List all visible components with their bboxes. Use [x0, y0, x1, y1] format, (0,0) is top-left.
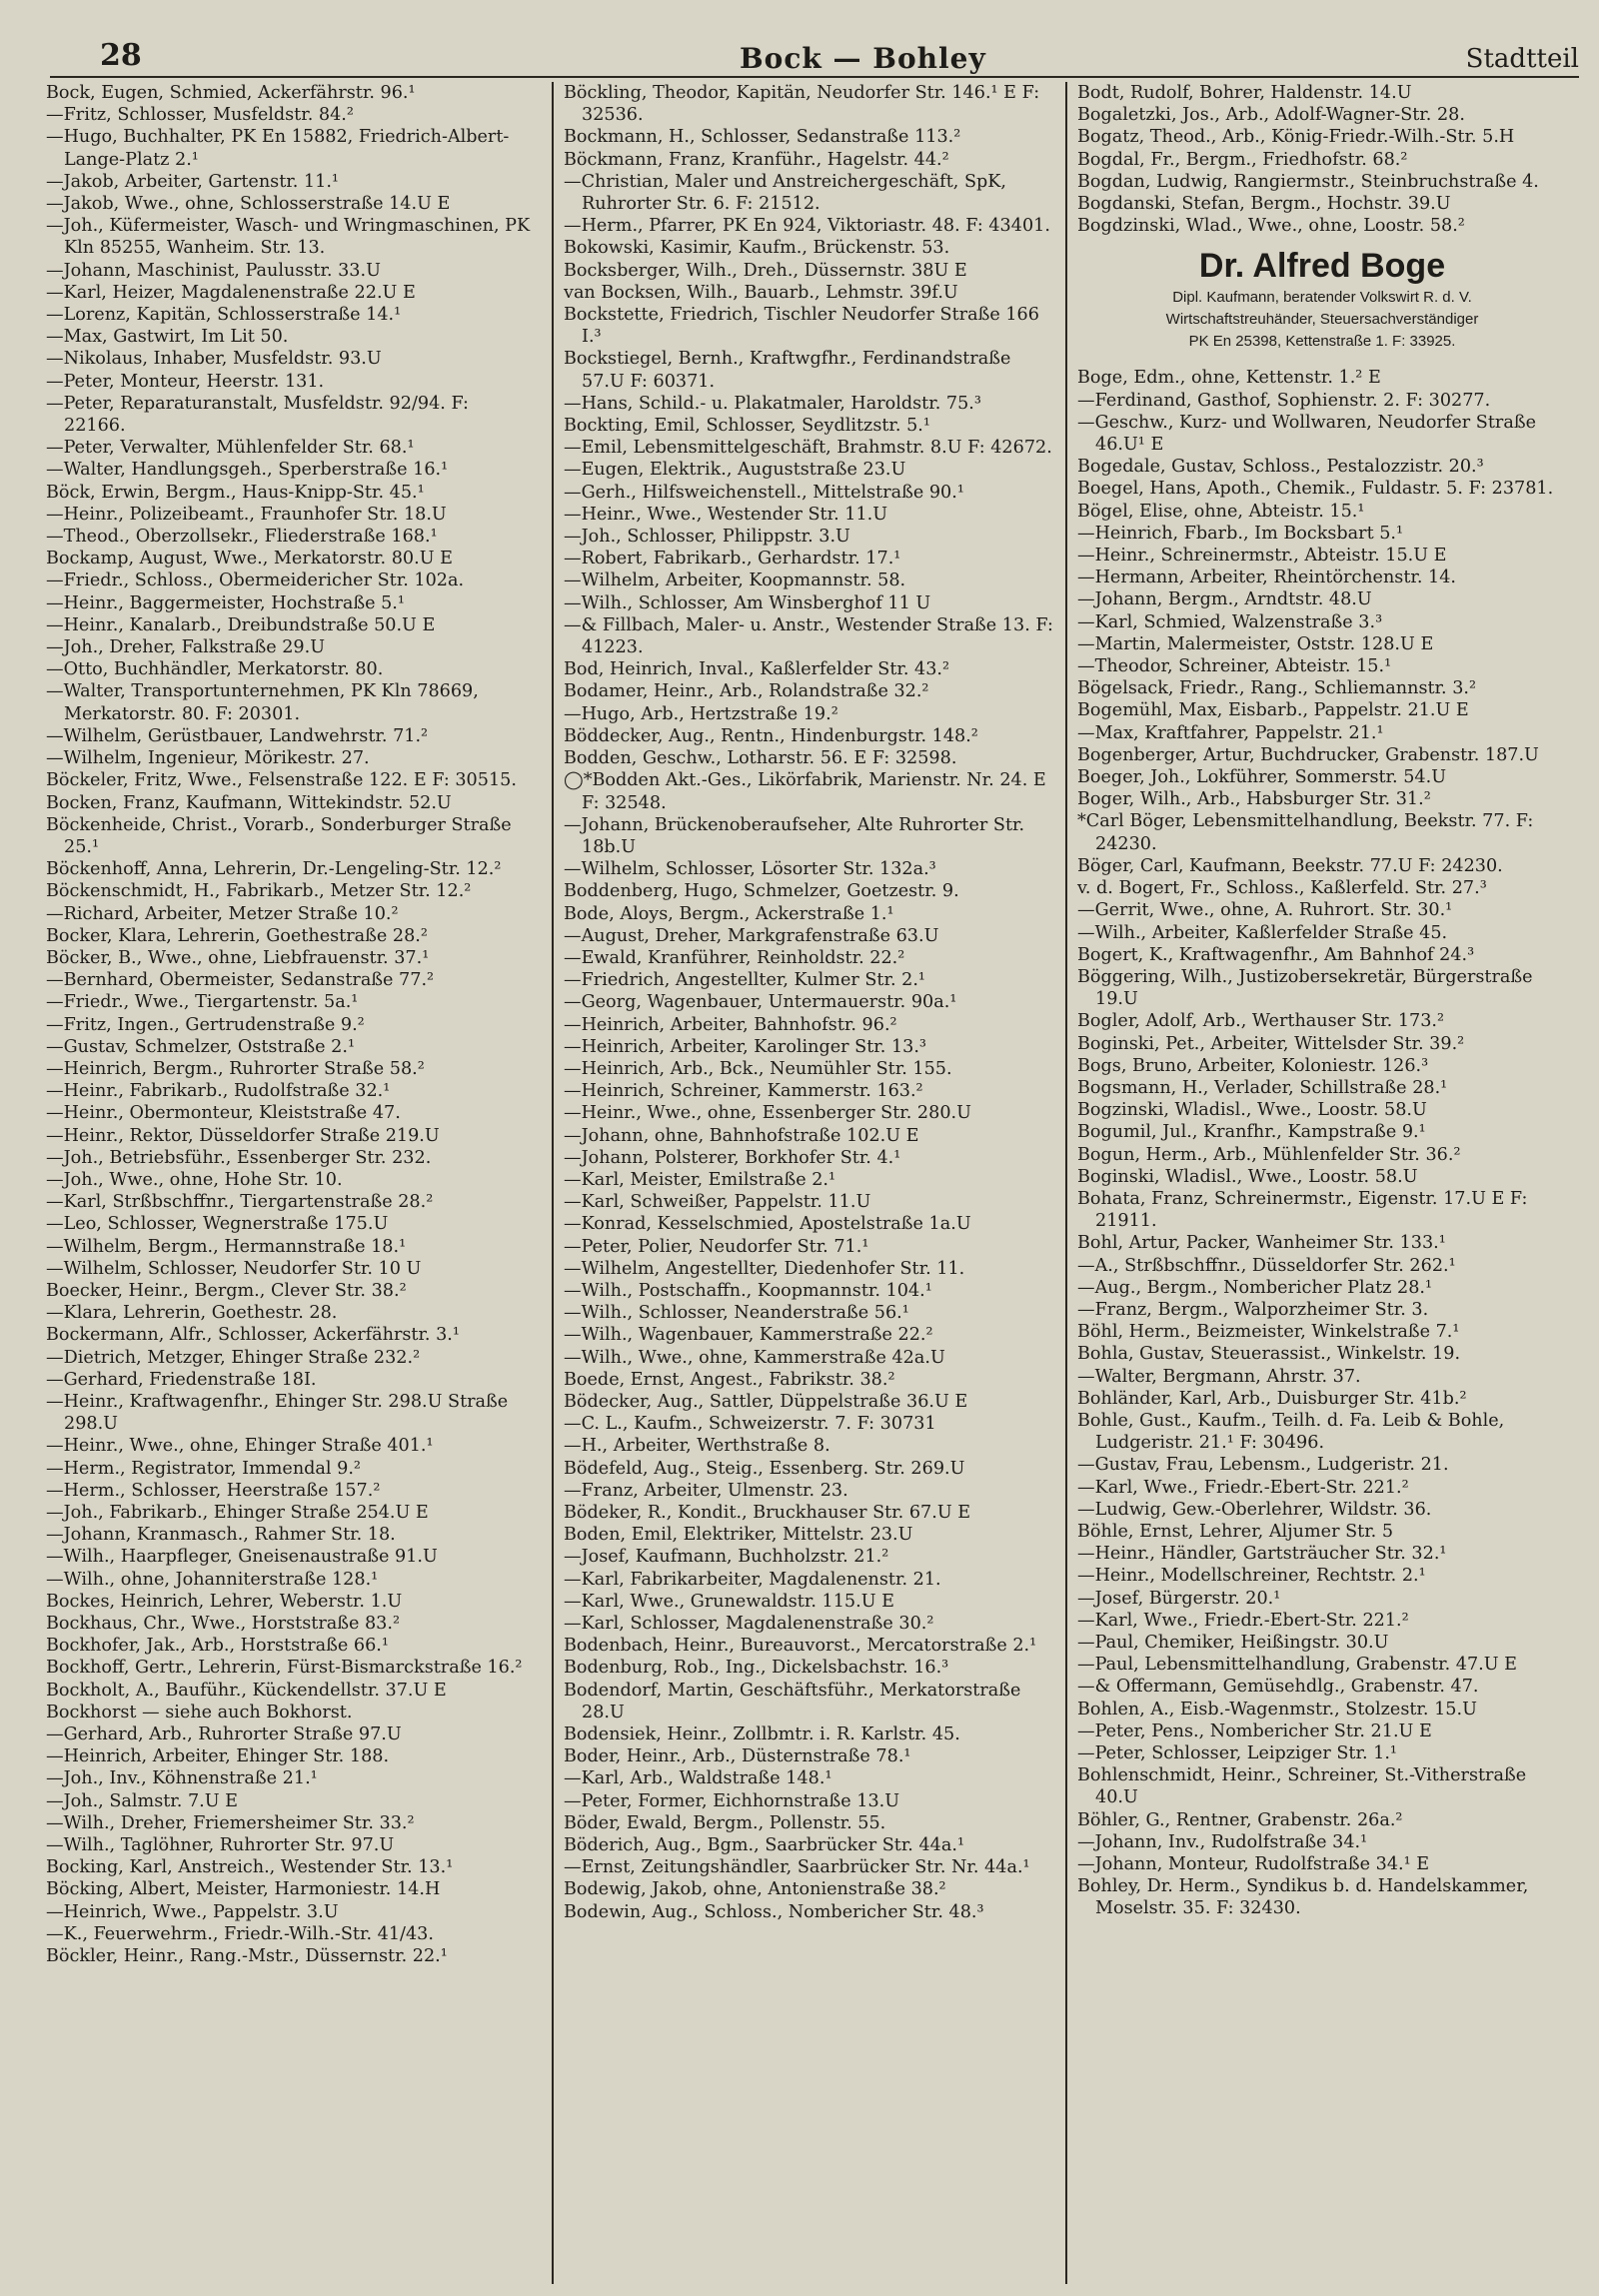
directory-entry: —Theod., Oberzollsekr., Fliederstraße 168.¹	[46, 527, 438, 548]
directory-entry: Boginski, Wladisl., Wwe., Loostr. 58.U	[1077, 1166, 1418, 1187]
directory-entry: Bodenburg, Rob., Ing., Dickelsbachstr. 16.³	[564, 1658, 949, 1679]
directory-entry: Bohla, Gustav, Steuerassist., Winkelstr. 19.	[1077, 1344, 1461, 1365]
directory-entry: Bocken, Franz, Kaufmann, Wittekindstr. 52.U	[46, 792, 452, 813]
directory-entry: —Heinr., Händler, Gartsträucher Str. 32.¹	[1077, 1544, 1447, 1565]
directory-entry: —K., Feuerwehrm., Friedr.-Wilh.-Str. 41/43.	[46, 1923, 434, 1944]
directory-entry: Boder, Heinr., Arb., Düsternstraße 78.¹	[564, 1746, 911, 1767]
directory-entry: *Carl Böger, Lebensmittelhandlung, Beekstr. 77. F: 24230.	[1077, 811, 1539, 854]
directory-entry: Bocker, Klara, Lehrerin, Goethestraße 28.²	[46, 925, 428, 946]
directory-entry: —Johann, Bergm., Arndtstr. 48.U	[1077, 589, 1372, 610]
directory-entry: Boddenberg, Hugo, Schmelzer, Goetzestr. 9.	[564, 881, 959, 902]
directory-entry: —Eugen, Elektrik., Auguststraße 23.U	[564, 460, 906, 481]
directory-entry: —Walter, Transportunternehmen, PK Kln 78669, Merkatorstr. 80. F: 20301.	[46, 681, 485, 724]
directory-entry: —Wilhelm, Schlosser, Neudorfer Str. 10 U	[46, 1258, 422, 1279]
directory-entry: —Herm., Pfarrer, PK En 924, Viktoriastr. 48. F: 43401.	[564, 216, 1050, 237]
directory-entry: —Johann, Monteur, Rudolfstraße 34.¹ E	[1077, 1854, 1430, 1875]
directory-entry: Böddecker, Aug., Rentn., Hindenburgstr. 148.²	[564, 725, 978, 746]
directory-entry: Böcker, B., Wwe., ohne, Liebfrauenstr. 37.¹	[46, 947, 430, 968]
directory-entry: —Gerrit, Wwe., ohne, A. Ruhrort. Str. 30.¹	[1077, 900, 1453, 921]
directory-entry: —Jakob, Wwe., ohne, Schlosserstraße 14.U E	[46, 194, 451, 215]
directory-entry: —Heinr., Baggermeister, Hochstraße 5.¹	[46, 592, 405, 613]
directory-entry: —Josef, Bürgerstr. 20.¹	[1077, 1588, 1281, 1609]
directory-entry: —Martin, Malermeister, Oststr. 128.U E	[1077, 633, 1434, 654]
directory-entry: —Wilh., Arbeiter, Kaßlerfelder Straße 45.	[1077, 922, 1448, 943]
directory-entry: —Wilh., Postschaffn., Koopmannstr. 104.¹	[564, 1280, 932, 1301]
directory-entry: Bockstiegel, Bernh., Kraftwgfhr., Ferdinandstraße 57.U F: 60371.	[564, 349, 1017, 392]
directory-entry: —Heinrich, Fbarb., Im Bocksbart 5.¹	[1077, 523, 1404, 544]
directory-entry: Bockstette, Friedrich, Tischler Neudorfer Straße 166 I.³	[564, 305, 1045, 348]
directory-entry: —Jakob, Arbeiter, Gartenstr. 11.¹	[46, 171, 339, 192]
directory-entry: —Leo, Schlosser, Wegnerstraße 175.U	[46, 1214, 389, 1235]
ad-name: Dr. Alfred Boge	[1198, 247, 1446, 286]
directory-entry: —Walter, Handlungsgeh., Sperberstraße 16.¹	[46, 460, 449, 481]
directory-entry: —Wilhelm, Ingenieur, Mörikestr. 27.	[46, 748, 370, 769]
directory-entry: —Richard, Arbeiter, Metzer Straße 10.²	[46, 903, 399, 924]
directory-entry: —Wilh., Wwe., ohne, Kammerstraße 42a.U	[564, 1347, 945, 1368]
directory-entry: Böckenhoff, Anna, Lehrerin, Dr.-Lengeling-Str. 12.²	[46, 859, 502, 880]
directory-entry: —Heinr., Rektor, Düsseldorfer Straße 219.U	[46, 1125, 440, 1146]
directory-entry: —Heinr., Schreinermstr., Abteistr. 15.U E	[1077, 546, 1447, 567]
directory-entry: Boge, Edm., ohne, Kettenstr. 1.² E	[1077, 368, 1381, 389]
directory-entry: —Wilh., Taglöhner, Ruhrorter Str. 97.U	[46, 1835, 395, 1856]
directory-entry: Bödefeld, Aug., Steig., Essenberg. Str. 269.U	[564, 1458, 965, 1479]
directory-entry: —Joh., Dreher, Falkstraße 29.U	[46, 637, 326, 658]
directory-entry: —Wilh., Wagenbauer, Kammerstraße 22.²	[564, 1325, 933, 1346]
directory-entry: Böhle, Ernst, Lehrer, Aljumer Str. 5	[1077, 1521, 1394, 1542]
directory-entry: —Karl, Schweißer, Pappelstr. 11.U	[564, 1192, 871, 1213]
directory-entry: Bögel, Elise, ohne, Abteistr. 15.¹	[1077, 501, 1365, 522]
directory-entry: Bogs, Bruno, Arbeiter, Koloniestr. 126.³	[1077, 1055, 1429, 1076]
directory-entry: —H., Arbeiter, Werthstraße 8.	[564, 1436, 830, 1457]
directory-entry: Bodendorf, Martin, Geschäftsführ., Merkatorstraße 28.U	[564, 1680, 1027, 1722]
directory-entry: Bodewin, Aug., Schloss., Nombericher Str. 48.³	[564, 1901, 984, 1922]
directory-entry: Bogert, K., Kraftwagenfhr., Am Bahnhof 24.³	[1077, 944, 1475, 965]
directory-entry: —Heinrich, Arbeiter, Karolinger Str. 13.³	[564, 1036, 926, 1057]
directory-entry: —Karl, Meister, Emilstraße 2.¹	[564, 1169, 836, 1190]
ad-line-3: PK En 25398, Kettenstraße 1. F: 33925.	[1188, 333, 1456, 351]
directory-entry: —Heinrich, Arbeiter, Bahnhofstr. 96.²	[564, 1014, 897, 1035]
column-2	[564, 82, 1059, 2286]
header-rule	[50, 76, 1579, 78]
directory-entry: —Karl, Schlosser, Magdalenenstraße 30.²	[564, 1614, 934, 1635]
directory-entry: —Heinr., Kanalarb., Dreibundstraße 50.U E	[46, 614, 436, 635]
directory-entry: Bockhaus, Chr., Wwe., Horststraße 83.²	[46, 1614, 401, 1635]
directory-entry: —Karl, Schmied, Walzenstraße 3.³	[1077, 611, 1383, 632]
directory-entry: —Heinrich, Schreiner, Kammerstr. 163.²	[564, 1081, 923, 1102]
directory-entry: —Theodor, Schreiner, Abteistr. 15.¹	[1077, 656, 1392, 677]
directory-entry: —Joh., Betriebsführ., Essenberger Str. 232.	[46, 1147, 432, 1168]
ad-line-2: Wirtschaftstreuhänder, Steuersachverständiger	[1165, 311, 1479, 329]
directory-entry: —Hans, Schild.- u. Plakatmaler, Haroldstr. 75.³	[564, 393, 981, 414]
directory-entry: —Heinr., Obermonteur, Kleiststraße 47.	[46, 1103, 401, 1124]
directory-entry: —Wilhelm, Arbeiter, Koopmannstr. 58.	[564, 571, 906, 591]
directory-entry: —Gustav, Schmelzer, Oststraße 2.¹	[46, 1036, 356, 1057]
directory-entry: Bohl, Artur, Packer, Wanheimer Str. 133.¹	[1077, 1233, 1446, 1254]
directory-entry: —Wilh., Haarpfleger, Gneisenaustraße 91.U	[46, 1547, 438, 1568]
directory-entry: Bogzinski, Wladisl., Wwe., Loostr. 58.U	[1077, 1100, 1427, 1121]
directory-entry: —Walter, Bergmann, Ahrstr. 37.	[1077, 1366, 1361, 1387]
directory-entry: —Karl, Wwe., Friedr.-Ebert-Str. 221.²	[1077, 1610, 1409, 1631]
directory-entry: —Klara, Lehrerin, Goethestr. 28.	[46, 1303, 338, 1324]
directory-entry: Boger, Wilh., Arb., Habsburger Str. 31.²	[1077, 789, 1431, 810]
directory-entry: Bogun, Herm., Arb., Mühlenfelder Str. 36.²	[1077, 1144, 1461, 1165]
section-label: Stadtteil	[1465, 44, 1579, 74]
directory-entry: Boede, Ernst, Angest., Fabrikstr. 38.²	[564, 1369, 895, 1390]
directory-entry: —Gustav, Frau, Lebensm., Ludgeristr. 21.	[1077, 1455, 1449, 1476]
directory-entry: —Karl, Strßbschffnr., Tiergartenstraße 28.²	[46, 1192, 434, 1213]
directory-entry: Bockholt, A., Bauführ., Kückendellstr. 37.U E	[46, 1680, 447, 1701]
directory-entry: —Franz, Bergm., Walporzheimer Str. 3.	[1077, 1299, 1429, 1320]
directory-entry: Bokowski, Kasimir, Kaufm., Brückenstr. 53.	[564, 238, 950, 259]
directory-entry: Bodenbach, Heinr., Bureauvorst., Mercatorstraße 2.¹	[564, 1636, 1037, 1657]
directory-entry: Böhl, Herm., Beizmeister, Winkelstraße 7.¹	[1077, 1322, 1460, 1343]
directory-entry: —Aug., Bergm., Nombericher Platz 28.¹	[1077, 1277, 1433, 1298]
directory-entry: —Paul, Lebensmittelhandlung, Grabenstr. 47.U E	[1077, 1655, 1518, 1676]
directory-entry: —Ernst, Zeitungshändler, Saarbrücker Str. Nr. 44a.¹	[564, 1857, 1030, 1878]
running-title: Bock — Bohley	[740, 42, 986, 75]
directory-entry: —Konrad, Kesselschmied, Apostelstraße 1a.U	[564, 1214, 971, 1235]
directory-entry: —Wilhelm, Gerüstbauer, Landwehrstr. 71.²	[46, 725, 429, 746]
directory-entry: Bogdanski, Stefan, Bergm., Hochstr. 39.U	[1077, 194, 1451, 215]
directory-entry: —Johann, ohne, Bahnhofstraße 102.U E	[564, 1125, 919, 1146]
directory-entry: —Heinr., Fabrikarb., Rudolfstraße 32.¹	[46, 1081, 391, 1102]
directory-entry: —Max, Gastwirt, Im Lit 50.	[46, 327, 289, 348]
directory-entry: —Gerhard, Friedenstraße 18I.	[46, 1369, 317, 1390]
directory-entry: Bödeker, R., Kondit., Bruckhauser Str. 67.U E	[564, 1503, 971, 1523]
directory-entry: Bohlenschmidt, Heinr., Schreiner, St.-Vitherstraße 40.U	[1077, 1765, 1532, 1808]
directory-entry: —Herm., Schlosser, Heerstraße 157.²	[46, 1480, 381, 1501]
directory-entry: —Peter, Verwalter, Mühlenfelder Str. 68.¹	[46, 438, 415, 459]
directory-entry: —Heinr., Modellschreiner, Rechtstr. 2.¹	[1077, 1566, 1426, 1587]
directory-entry: —Bernhard, Obermeister, Sedanstraße 77.²	[46, 970, 435, 991]
directory-entry: —Josef, Kaufmann, Buchholzstr. 21.²	[564, 1547, 889, 1568]
directory-entry: —Fritz, Ingen., Gertrudenstraße 9.²	[46, 1014, 365, 1035]
directory-entry: Böckeler, Fritz, Wwe., Felsenstraße 122. E F: 30515.	[46, 770, 517, 791]
directory-entry: Bogaletzki, Jos., Arb., Adolf-Wagner-Str. 28.	[1077, 105, 1465, 126]
directory-entry: —Ferdinand, Gasthof, Sophienstr. 2. F: 30277.	[1077, 390, 1491, 411]
directory-entry: —Robert, Fabrikarb., Gerhardstr. 17.¹	[564, 549, 901, 570]
advertisement-box	[1077, 245, 1567, 353]
directory-entry: Boden, Emil, Elektriker, Mittelstr. 23.U	[564, 1525, 913, 1546]
directory-entry: —Heinr., Wwe., ohne, Ehinger Straße 401.¹	[46, 1436, 434, 1457]
directory-entry: Bockermann, Alfr., Schlosser, Ackerfährstr. 3.¹	[46, 1325, 460, 1346]
directory-entry: —Johann, Inv., Rudolfstraße 34.¹	[1077, 1831, 1368, 1852]
directory-entry: —Peter, Polier, Neudorfer Str. 71.¹	[564, 1236, 869, 1257]
directory-entry: —Heinrich, Wwe., Pappelstr. 3.U	[46, 1901, 339, 1922]
directory-entry: —Georg, Wagenbauer, Untermauerstr. 90a.¹	[564, 992, 957, 1013]
directory-entry: —Wilh., Schlosser, Am Winsberghof 11 U	[564, 592, 931, 613]
directory-entry: Bogdan, Ludwig, Rangiermstr., Steinbruchstraße 4.	[1077, 171, 1539, 192]
directory-entry: —Wilhelm, Schlosser, Lösorter Str. 132a.³	[564, 859, 936, 880]
directory-entry: Bogdal, Fr., Bergm., Friedhofstr. 68.²	[1077, 149, 1408, 170]
directory-entry: Bockmann, H., Schlosser, Sedanstraße 113.²	[564, 127, 961, 148]
directory-entry: Bock, Eugen, Schmied, Ackerfährstr. 96.¹	[46, 83, 416, 103]
directory-entry: —Karl, Fabrikarbeiter, Magdalenenstr. 21.	[564, 1569, 941, 1590]
directory-entry: —& Offermann, Gemüsehdlg., Grabenstr. 47.	[1077, 1677, 1479, 1698]
directory-entry: —Wilh., Schlosser, Neanderstraße 56.¹	[564, 1303, 909, 1324]
directory-entry: —Friedr., Schloss., Obermeidericher Str. 102a.	[46, 571, 465, 591]
directory-entry: —Joh., Salmstr. 7.U E	[46, 1790, 239, 1811]
directory-entry: —Nikolaus, Inhaber, Musfeldstr. 93.U	[46, 349, 382, 370]
directory-entry: van Bocksen, Wilh., Bauarb., Lehmstr. 39f.U	[564, 282, 958, 303]
directory-entry: —Geschw., Kurz- und Wollwaren, Neudorfer Straße 46.U¹ E	[1077, 412, 1542, 456]
directory-entry: Böger, Carl, Kaufmann, Beekstr. 77.U F: 24230.	[1077, 855, 1503, 876]
directory-entry: —Fritz, Schlosser, Musfeldstr. 84.²	[46, 105, 354, 126]
directory-entry: Bogler, Adolf, Arb., Werthauser Str. 173.²	[1077, 1011, 1445, 1032]
directory-entry: —Peter, Former, Eichhornstraße 13.U	[564, 1790, 900, 1811]
directory-entry: —Friedrich, Angestellter, Kulmer Str. 2.¹	[564, 970, 925, 991]
directory-entry: —Johann, Kranmasch., Rahmer Str. 18.	[46, 1525, 396, 1546]
directory-entry: —Peter, Monteur, Heerstr. 131.	[46, 371, 325, 392]
directory-entry: Bödecker, Aug., Sattler, Düppelstraße 36.U E	[564, 1391, 968, 1412]
directory-entry: v. d. Bogert, Fr., Schloss., Kaßlerfeld. Str. 27.³	[1077, 878, 1487, 899]
directory-entry: —Heinrich, Arbeiter, Ehinger Str. 188.	[46, 1746, 390, 1767]
directory-entry: —& Fillbach, Maler- u. Anstr., Westender Straße 13. F: 41223.	[564, 614, 1059, 658]
directory-entry: Bod, Heinrich, Inval., Kaßlerfelder Str. 43.²	[564, 659, 950, 680]
directory-entry: —Heinrich, Bergm., Ruhrorter Straße 58.²	[46, 1058, 425, 1079]
directory-entry: —Peter, Reparaturanstalt, Musfeldstr. 92/94. F: 22166.	[46, 393, 475, 437]
directory-entry: Böck, Erwin, Bergm., Haus-Knipp-Str. 45.¹	[46, 482, 425, 503]
directory-entry: Boecker, Heinr., Bergm., Clever Str. 38.²	[46, 1280, 407, 1301]
directory-entry: —Paul, Chemiker, Heißingstr. 30.U	[1077, 1633, 1389, 1653]
directory-entry: —Johann, Maschinist, Paulusstr. 33.U	[46, 260, 381, 281]
directory-entry: Böggering, Wilh., Justizobersekretär, Bürgerstraße 19.U	[1077, 966, 1539, 1010]
directory-entry: Böckenheide, Christ., Vorarb., Sonderburger Straße 25.¹	[46, 814, 518, 857]
directory-entry: Bogsmann, H., Verlader, Schillstraße 28.¹	[1077, 1077, 1448, 1098]
directory-entry: Bogatz, Theod., Arb., König-Friedr.-Wilh.-Str. 5.H	[1077, 127, 1515, 148]
directory-entry: —C. L., Kaufm., Schweizerstr. 7. F: 30731	[564, 1414, 936, 1435]
directory-entry: —Gerhard, Arb., Ruhrorter Straße 97.U	[46, 1724, 402, 1745]
directory-entry: —August, Dreher, Markgrafenstraße 63.U	[564, 925, 939, 946]
directory-entry: —Heinr., Kraftwagenfhr., Ehinger Str. 298.U Straße 298.U	[46, 1391, 514, 1435]
directory-entry: Bockes, Heinrich, Lehrer, Weberstr. 1.U	[46, 1591, 403, 1612]
directory-entry: —Max, Kraftfahrer, Pappelstr. 21.¹	[1077, 722, 1384, 743]
directory-entry: —Heinrich, Arb., Bck., Neumühler Str. 155.	[564, 1058, 952, 1079]
directory-entry: Bockhoff, Gertr., Lehrerin, Fürst-Bismarckstraße 16.²	[46, 1658, 523, 1679]
directory-entry: Böckling, Theodor, Kapitän, Neudorfer Str. 146.¹ E F: 32536.	[564, 83, 1045, 126]
directory-entry: Böder, Ewald, Bergm., Pollenstr. 55.	[564, 1812, 886, 1833]
directory-entry: —Otto, Buchhändler, Merkatorstr. 80.	[46, 659, 384, 680]
directory-entry: —Peter, Pens., Nombericher Str. 21.U E	[1077, 1721, 1432, 1741]
directory-entry: Bodt, Rudolf, Bohrer, Haldenstr. 14.U	[1077, 83, 1412, 103]
directory-entry: Bohländer, Karl, Arb., Duisburger Str. 41b.²	[1077, 1388, 1467, 1409]
directory-entry: —Joh., Küfermeister, Wasch- und Wringmaschinen, PK Kln 85255, Wanheim. Str. 13.	[46, 216, 536, 259]
directory-entry: —Heinr., Wwe., ohne, Essenberger Str. 280.U	[564, 1103, 971, 1124]
directory-entry: Böhler, G., Rentner, Grabenstr. 26a.²	[1077, 1809, 1403, 1830]
directory-entry: —Joh., Fabrikarb., Ehinger Straße 254.U E	[46, 1503, 429, 1523]
directory-entry: —Franz, Arbeiter, Ulmenstr. 23.	[564, 1480, 848, 1501]
directory-entry: —Hugo, Arb., Hertzstraße 19.²	[564, 703, 838, 724]
directory-entry: Bohle, Gust., Kaufm., Teilh. d. Fa. Leib & Bohle, Ludgeristr. 21.¹ F: 30496.	[1077, 1410, 1510, 1454]
directory-entry: —Emil, Lebensmittelgeschäft, Brahmstr. 8.U F: 42672.	[564, 438, 1052, 459]
directory-entry: Böckenschmidt, H., Fabrikarb., Metzer Str. 12.²	[46, 881, 472, 902]
directory-entry: Bocksberger, Wilh., Dreh., Düssernstr. 38U E	[564, 260, 967, 281]
directory-entry: Bohley, Dr. Herm., Syndikus b. d. Handelskammer, Moselstr. 35. F: 32430.	[1077, 1876, 1534, 1919]
directory-entry: Böckler, Heinr., Rang.-Mstr., Düssernstr. 22.¹	[46, 1946, 448, 1967]
directory-entry: —Wilh., Dreher, Friemersheimer Str. 33.²	[46, 1812, 415, 1833]
directory-entry: —Karl, Heizer, Magdalenenstraße 22.U E	[46, 282, 416, 303]
directory-entry: —Wilhelm, Bergm., Hermannstraße 18.¹	[46, 1236, 407, 1257]
directory-entry: Boginski, Pet., Arbeiter, Wittelsder Str. 39.²	[1077, 1033, 1465, 1054]
directory-entry: —Peter, Schlosser, Leipziger Str. 1.¹	[1077, 1743, 1397, 1764]
directory-entry: —Hermann, Arbeiter, Rheintörchenstr. 14.	[1077, 568, 1457, 588]
directory-entry: Bogemühl, Max, Eisbarb., Pappelstr. 21.U E	[1077, 700, 1469, 721]
directory-entry: Bögelsack, Friedr., Rang., Schliemannstr. 3.²	[1077, 678, 1477, 699]
directory-entry: —Christian, Maler und Anstreichergeschäft, SpK, Ruhrorter Str. 6. F: 21512.	[564, 171, 1012, 215]
directory-entry: Böckmann, Franz, Kranführ., Hagelstr. 44.²	[564, 149, 949, 170]
directory-entry: —A., Strßbschffnr., Düsseldorfer Str. 262.¹	[1077, 1255, 1456, 1276]
directory-entry: —Wilhelm, Angestellter, Diedenhofer Str. 11.	[564, 1258, 965, 1279]
directory-entry: —Karl, Wwe., Friedr.-Ebert-Str. 221.²	[1077, 1477, 1409, 1498]
directory-entry: Bockhofer, Jak., Arb., Horststraße 66.¹	[46, 1636, 389, 1657]
directory-entry: —Gerh., Hilfsweichenstell., Mittelstraße 90.¹	[564, 482, 964, 503]
directory-entry: Boeger, Joh., Lokführer, Sommerstr. 54.U	[1077, 767, 1447, 788]
directory-entry: —Joh., Inv., Köhnenstraße 21.¹	[46, 1768, 318, 1789]
directory-entry: Bodensiek, Heinr., Zollbmtr. i. R. Karlstr. 45.	[564, 1724, 960, 1745]
directory-entry: —Lorenz, Kapitän, Schlosserstraße 14.¹	[46, 305, 402, 326]
directory-entry: Bodden, Geschw., Lotharstr. 56. E F: 32598.	[564, 748, 957, 769]
column-divider-1	[552, 82, 554, 2284]
directory-entry: —Hugo, Buchhalter, PK En 15882, Friedrich-Albert-Lange-Platz 2.¹	[46, 127, 510, 170]
directory-entry: —Johann, Polsterer, Borkhofer Str. 4.¹	[564, 1147, 901, 1168]
directory-entry: Bocking, Karl, Anstreich., Westender Str. 13.¹	[46, 1857, 454, 1878]
directory-entry: Böderich, Aug., Bgm., Saarbrücker Str. 44a.¹	[564, 1835, 965, 1856]
directory-entry: —Karl, Wwe., Grunewaldstr. 115.U E	[564, 1591, 894, 1612]
directory-entry: Bohlen, A., Eisb.-Wagenmstr., Stolzestr. 15.U	[1077, 1699, 1477, 1720]
column-3	[1077, 82, 1567, 2286]
directory-entry: ◯*Bodden Akt.-Ges., Likörfabrik, Marienstr. Nr. 24. E F: 32548.	[564, 770, 1052, 813]
directory-entry: —Wilh., ohne, Johanniterstraße 128.¹	[46, 1569, 379, 1590]
directory-entry: Bode, Aloys, Bergm., Ackerstraße 1.¹	[564, 903, 894, 924]
directory-entry: Bogumil, Jul., Kranfhr., Kampstraße 9.¹	[1077, 1122, 1426, 1143]
column-divider-2	[1065, 82, 1067, 2284]
directory-entry: Bogedale, Gustav, Schloss., Pestalozzistr. 20.³	[1077, 457, 1484, 478]
directory-entry: Boegel, Hans, Apoth., Chemik., Fuldastr. 5. F: 23781.	[1077, 479, 1554, 500]
directory-entry: —Johann, Brückenoberaufseher, Alte Ruhrorter Str. 18b.U	[564, 814, 1030, 857]
directory-entry: —Friedr., Wwe., Tiergartenstr. 5a.¹	[46, 992, 359, 1013]
directory-entry: —Dietrich, Metzger, Ehinger Straße 232.²	[46, 1347, 421, 1368]
page-header	[40, 38, 1579, 78]
directory-entry: Bockhorst — siehe auch Bokhorst.	[46, 1702, 353, 1722]
directory-entry: Bogdzinski, Wlad., Wwe., ohne, Loostr. 58.²	[1077, 216, 1465, 237]
directory-entry: Bockting, Emil, Schlosser, Seydlitzstr. 5.¹	[564, 416, 930, 437]
directory-entry: —Herm., Registrator, Immendal 9.²	[46, 1458, 361, 1479]
directory-entry: —Ewald, Kranführer, Reinholdstr. 22.²	[564, 947, 905, 968]
directory-entry: Bodamer, Heinr., Arb., Rolandstraße 32.²	[564, 681, 929, 702]
directory-entry: —Heinr., Polizeibeamt., Fraunhofer Str. 18.U	[46, 504, 447, 525]
directory-entry: —Joh., Schlosser, Philippstr. 3.U	[564, 527, 850, 548]
directory-entry: —Joh., Wwe., ohne, Hohe Str. 10.	[46, 1169, 343, 1190]
directory-entry: —Ludwig, Gew.-Oberlehrer, Wildstr. 36.	[1077, 1499, 1432, 1520]
directory-entry: —Heinr., Wwe., Westender Str. 11.U	[564, 504, 888, 525]
column-1	[46, 82, 536, 2286]
directory-entry: Bogenberger, Artur, Buchdrucker, Grabenstr. 187.U	[1077, 744, 1539, 765]
directory-entry: Böcking, Albert, Meister, Harmoniestr. 14.H	[46, 1879, 441, 1900]
directory-entry: Bodewig, Jakob, ohne, Antonienstraße 38.²	[564, 1879, 946, 1900]
ad-line-1: Dipl. Kaufmann, beratender Volkswirt R. d. V.	[1172, 289, 1472, 307]
directory-entry: Bockamp, August, Wwe., Merkatorstr. 80.U E	[46, 549, 453, 570]
directory-entry: Bohata, Franz, Schreinermstr., Eigenstr. 17.U E F: 21911.	[1077, 1188, 1534, 1232]
directory-entry: —Karl, Arb., Waldstraße 148.¹	[564, 1768, 832, 1789]
page-number: 28	[100, 38, 142, 73]
